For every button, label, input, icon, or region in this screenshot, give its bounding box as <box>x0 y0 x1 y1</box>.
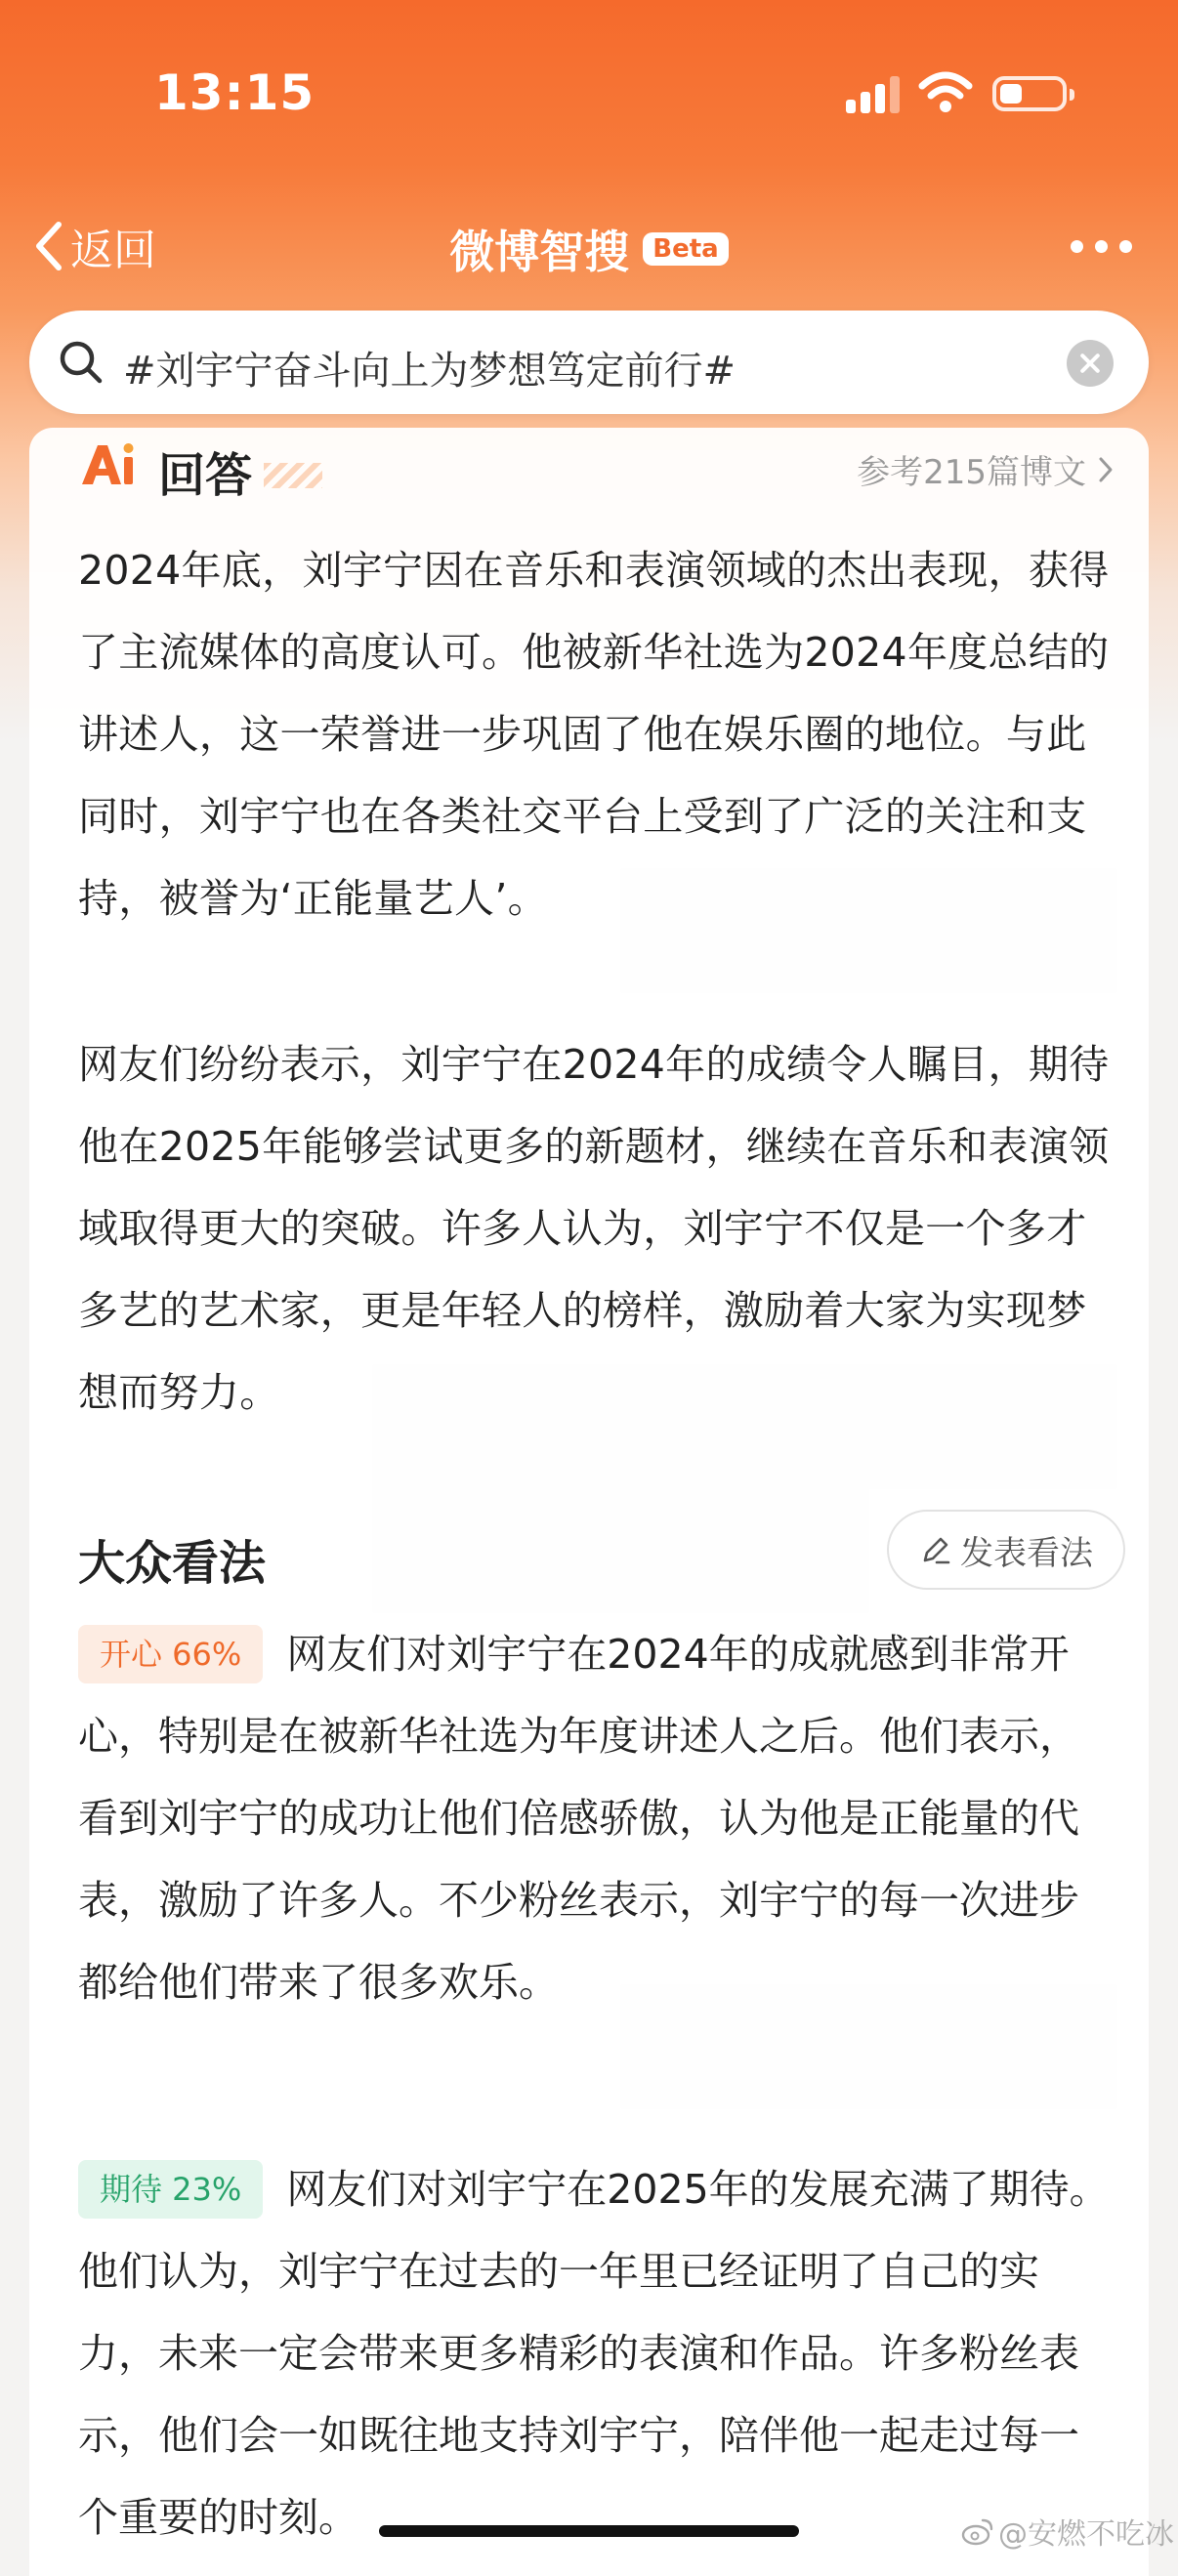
ai-logo-icon <box>78 439 135 488</box>
more-dot-icon <box>1119 240 1132 253</box>
status-bar <box>0 0 1178 186</box>
sentiment-tag-expect: 期待 23% <box>78 2160 263 2219</box>
public-views-header <box>78 1510 1114 1598</box>
more-dot-icon <box>1095 240 1108 253</box>
opinion-text: 网友们对刘宇宁在2025年的发展充满了期待。他们认为，刘宇宁在过去的一年里已经证明了自己的实力，未来一定会带来更多精彩的表演和作品。许多粉丝表示，他们会一如既往地支持刘宇宁，陪伴他一起走过每一个重要的时刻。 <box>78 2166 1110 2541</box>
status-time: 13:15 <box>154 64 316 121</box>
cellular-signal-icon <box>846 74 901 113</box>
answer-header <box>78 428 1114 503</box>
answer-paragraph: 网友们纷纷表示，刘宇宁在2024年的成绩令人瞩目，期待他在2025年能够尝试更多的新题材，继续在音乐和表演领域取得更大的突破。许多人认为，刘宇宁不仅是一个多才多艺的艺术家，更是年轻人的榜样，激励着大家为实现梦想而努力。 <box>78 1041 1110 1416</box>
watermark-text: @安燃不吃冰 <box>998 2517 1174 2552</box>
search-input[interactable]: #刘宇宁奋斗向上为梦想笃定前行# <box>123 349 736 394</box>
answer-paragraph: 2024年底，刘宇宁因在音乐和表演领域的杰出表现，获得了主流媒体的高度认可。他被新华社选为2024年度总结的讲述人，这一荣誉进一步巩固了他在娱乐圈的地位。与此同时，刘宇宁也在各类社交平台上受到了广泛的关注和支持，被誉为‘正能量艺人’。 <box>78 547 1110 922</box>
opinion-item-expect <box>78 2148 1114 2558</box>
post-opinion-label: 发表看法 <box>960 1533 1093 1573</box>
answer-card <box>29 428 1149 2576</box>
public-views-title: 大众看法 <box>78 1536 267 1591</box>
chevron-right-icon <box>1098 456 1114 483</box>
reference-link[interactable] <box>857 445 1114 493</box>
post-opinion-button[interactable] <box>887 1510 1125 1590</box>
opinion-text: 网友们对刘宇宁在2024年的成就感到非常开心，特别是在被新华社选为年度讲述人之后。他们表示，看到刘宇宁的成功让他们倍感骄傲，认为他是正能量的代表，激励了许多人。不少粉丝表示，刘宇宁的每一次进步都给他们带来了很多欢乐。 <box>78 1631 1079 2006</box>
beta-badge: Beta <box>643 232 728 266</box>
page-title <box>0 217 1178 281</box>
more-options-button[interactable] <box>1071 240 1132 253</box>
navigation-bar <box>0 195 1178 297</box>
title-decoration <box>264 463 322 488</box>
battery-icon <box>992 76 1067 111</box>
back-label: 返回 <box>70 226 156 275</box>
page-title-text: 微博智搜 <box>449 226 630 278</box>
opinion-item-happy <box>78 1613 1114 2023</box>
answer-title: 回答 <box>158 448 253 503</box>
home-indicator[interactable] <box>379 2525 799 2537</box>
search-bar[interactable] <box>29 311 1149 414</box>
weibo-logo-icon <box>961 2516 994 2546</box>
watermark <box>961 2510 1174 2553</box>
clear-search-button[interactable] <box>1067 340 1114 387</box>
wifi-icon <box>918 70 973 113</box>
reference-count: 参考215篇博文 <box>857 453 1086 492</box>
search-icon <box>59 340 104 385</box>
more-dot-icon <box>1071 240 1083 253</box>
sentiment-tag-happy: 开心 66% <box>78 1625 263 1683</box>
edit-icon <box>919 1533 952 1566</box>
